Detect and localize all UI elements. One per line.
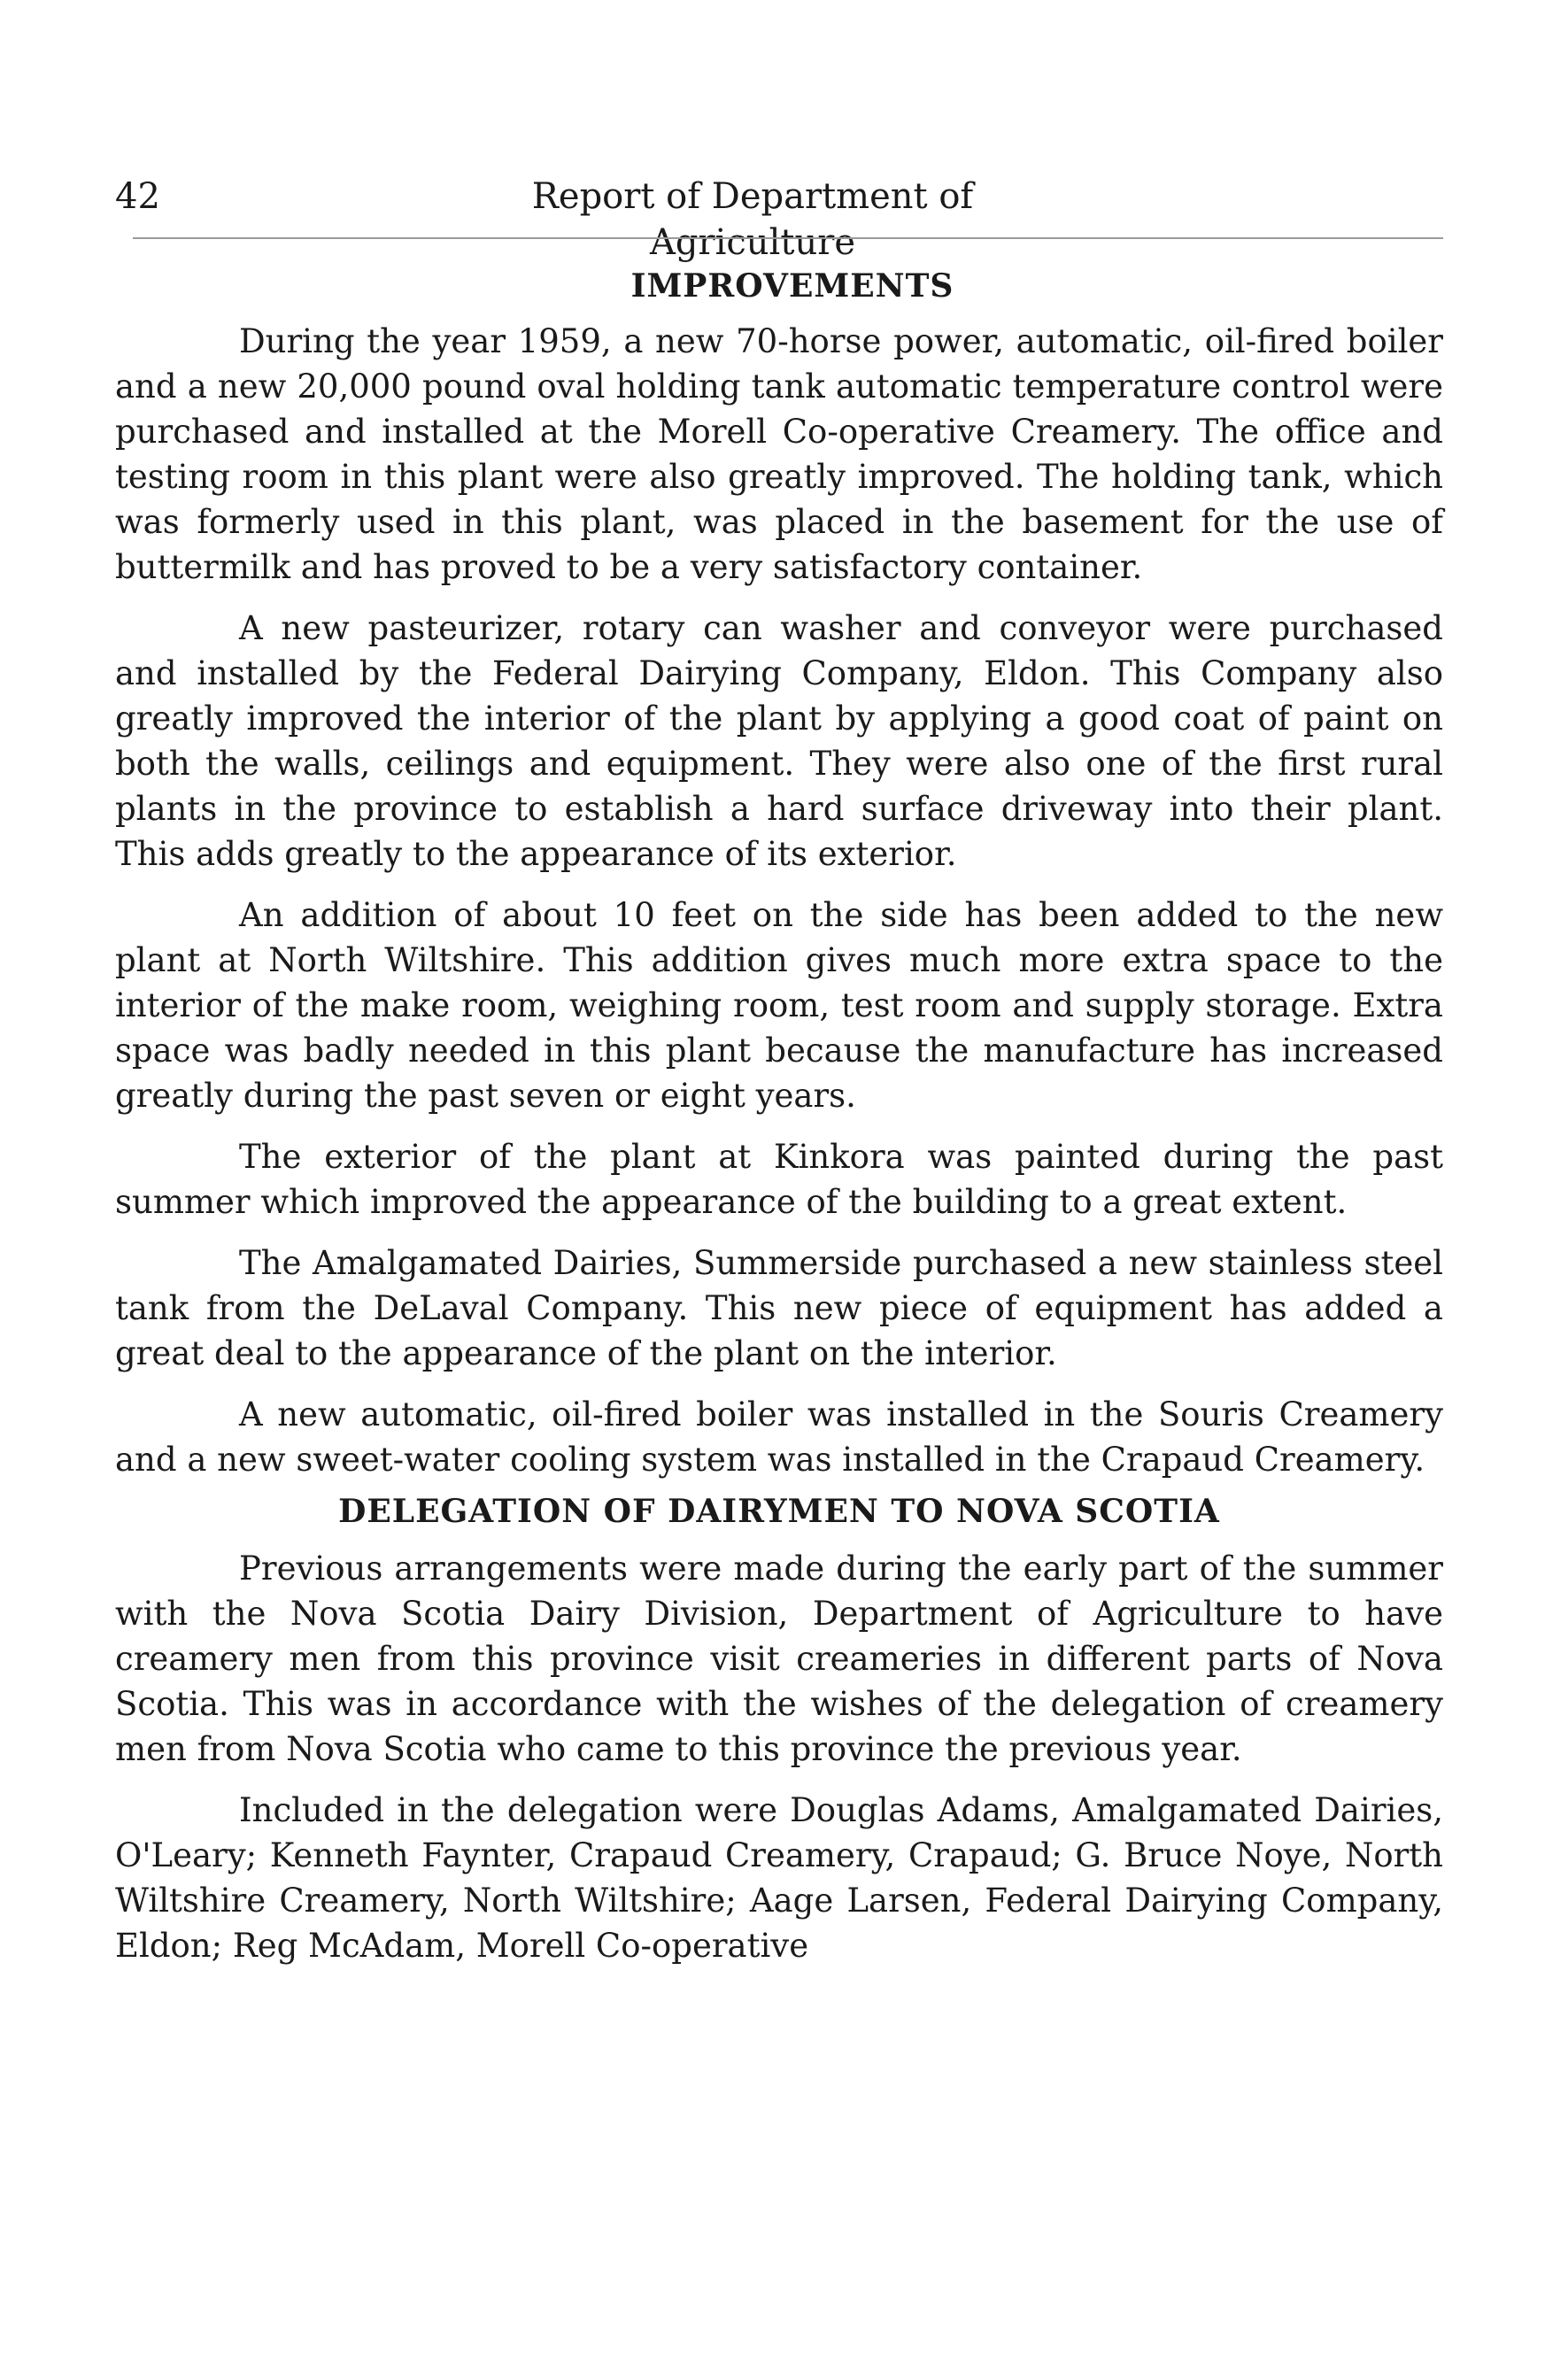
page-number: 42 xyxy=(115,176,160,217)
heading-improvements: IMPROVEMENTS xyxy=(630,267,954,305)
paragraph-federal-dairying: A new pasteurizer, rotary can washer and conveyor were purchased and installed by the Federal Dairying Company, Eldon. This Company also greatly improved the interior of the plant by applying a good coat of paint on both the walls, ceilings and equipment. They were also one of the first rural plants in the province to establish a hard surface driveway into their plant. This adds greatly to the appearance of its exterior. xyxy=(115,609,1443,873)
paragraph-kinkora: The exterior of the plant at Kinkora was painted during the past summer which improved the appearance of the building to a great extent. xyxy=(115,1138,1443,1221)
body-text xyxy=(115,262,1443,1984)
running-title: Report of Department of Agriculture xyxy=(531,176,974,263)
paragraph-north-wiltshire: An addition of about 10 feet on the side has been added to the new plant at North Wiltshire. This addition gives much more extra space to the interior of the make room, weighing room, test room and supply storage. Extra space was badly needed in this plant because the manufacture has increased greatly during the past seven or eight years. xyxy=(115,896,1443,1115)
header-rule xyxy=(133,237,1443,239)
paragraph-souris-crapaud: A new automatic, oil-fired boiler was installed in the Souris Creamery and a new sweet-water cooling system was installed in the Crapaud Creamery. xyxy=(115,1395,1443,1479)
paragraph-previous-arrangements: Previous arrangements were made during the early part of the summer with the Nova Scotia Dairy Division, Department of Agriculture to have creamery men from this province visit creameries in different parts of Nova Scotia. This was in accordance with the wishes of the delegation of creamery men from Nova Scotia who came to this province the previous year. xyxy=(115,1549,1443,1768)
paragraph-amalgamated-dairies: The Amalgamated Dairies, Summerside purchased a new stainless steel tank from the DeLaval Company. This new piece of equipment has added a great deal to the appearance of the plant on the interior. xyxy=(115,1244,1443,1372)
paragraph-delegation-members: Included in the delegation were Douglas Adams, Amalgamated Dairies, O'Leary; Kenneth Faynter, Crapaud Creamery, Crapaud; G. Bruce Noye, North Wiltshire Creamery, North Wiltshire; Aage Larsen, Federal Dairying Company, Eldon; Reg McAdam, Morell Co-operative xyxy=(115,1791,1443,1965)
heading-delegation: DELEGATION OF DAIRYMEN TO NOVA SCOTIA xyxy=(338,1493,1220,1530)
paragraph-morell-creamery: During the year 1959, a new 70-horse power, automatic, oil-fired boiler and a new 20,000 pound oval holding tank automatic temperature control were purchased and installed at the Morell Co-operative Creamery. The office and testing room in this plant were also greatly improved. The holding tank, which was formerly used in this plant, was placed in the basement for the use of buttermilk and has proved to be a very satisfactory container. xyxy=(115,322,1443,586)
running-head xyxy=(115,174,1443,263)
